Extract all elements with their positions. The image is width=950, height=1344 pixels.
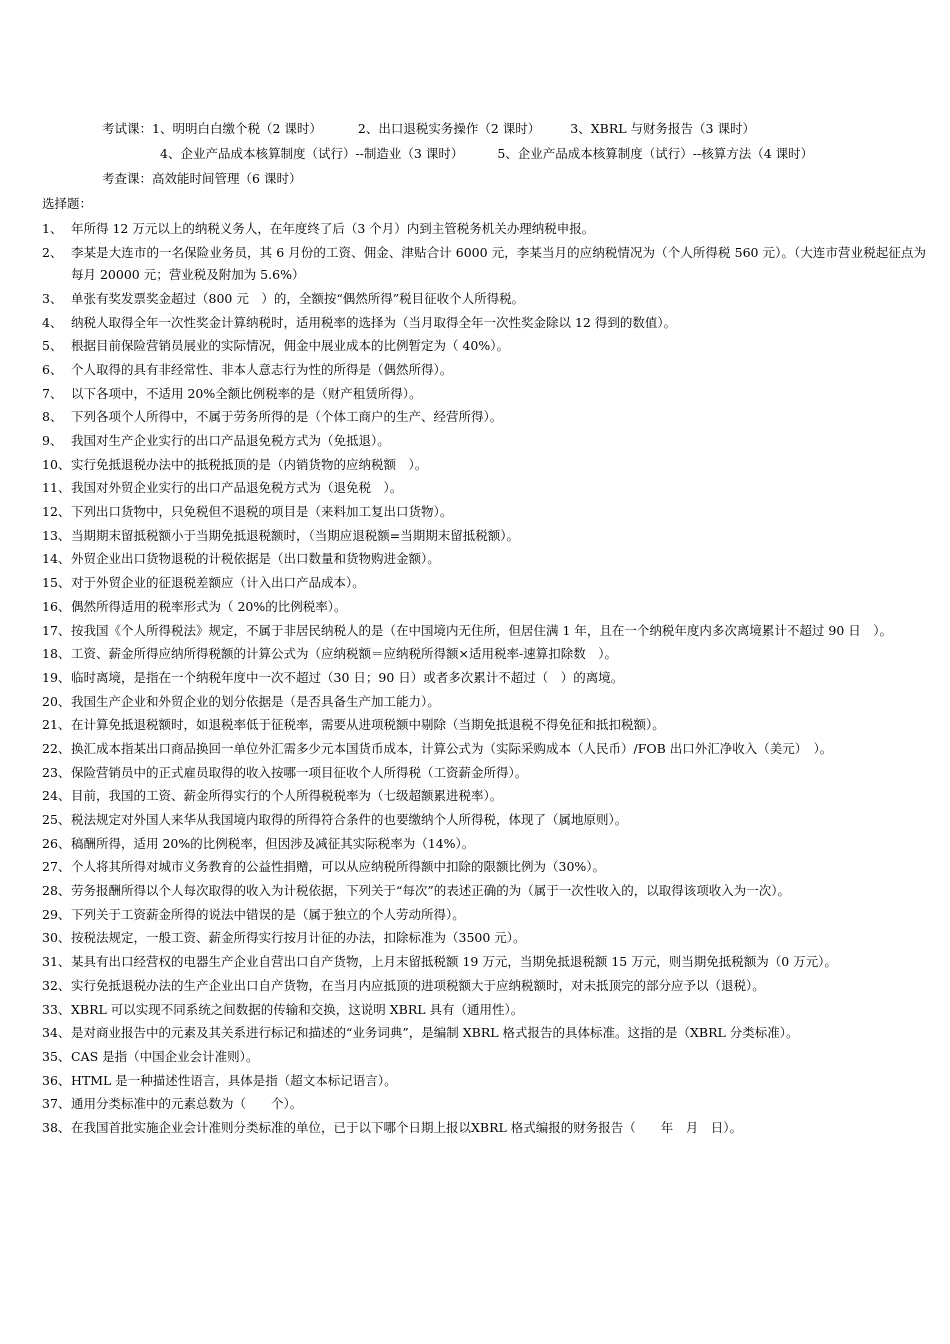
question-text: 换汇成本指某出口商品换回一单位外汇需多少元本国货币成本，计算公式为（实际采购成本（人民币）/FOB 出口外汇净收入（美元） ）。 — [71, 740, 833, 756]
question-text: 某具有出口经营权的电器生产企业自营出口自产货物，上月末留抵税额 19 万元，当期免抵退税额 15 万元，则当期免抵税额为（0 万元）。 — [71, 954, 837, 970]
question-number: 27、 — [42, 859, 71, 875]
check-course-line — [102, 170, 301, 188]
question-number: 11、 — [42, 480, 71, 496]
question-number: 33、 — [42, 1001, 71, 1017]
question-text: 实行免抵退税办法的生产企业出口自产货物，在当月内应抵顶的进项税额大于应纳税额时，对未抵顶完的部分应予以（退税）。 — [71, 977, 765, 993]
question-number: 22、 — [42, 740, 71, 756]
question-number: 25、 — [42, 812, 71, 827]
question-number: 18、 — [42, 646, 71, 662]
question-item — [42, 999, 926, 1022]
question-text: 下列各项个人所得中，不属于劳务所得的是（个体工商户的生产、经营所得）。 — [71, 409, 503, 425]
question-item — [42, 833, 926, 856]
question-number: 29、 — [42, 906, 71, 922]
exam-course-2: 2、出口退税实务操作（2 课时） — [357, 121, 541, 136]
question-text: 个人将其所得对城市义务教育的公益性捐赠，可以从应纳税所得额中扣除的限额比例为（30%）。 — [71, 859, 606, 875]
question-text: 当期期末留抵税额小于当期免抵退税额时，（当期应退税额=当期期末留抵税额）。 — [71, 527, 519, 543]
question-item — [42, 312, 926, 335]
question-number: 12、 — [42, 504, 71, 520]
question-number: 2、 — [42, 244, 63, 260]
question-item — [42, 762, 926, 785]
exam-course-5: 5、企业产品成本核算制度（试行）--核算方法（4 课时） — [497, 146, 814, 161]
question-text: 按我国《个人所得税法》规定，不属于非居民纳税人的是（在中国境内无住所，但居住满 1 年，且在一个纳税年度内多次离境累计不超过 90 日 ）。 — [71, 622, 893, 638]
question-text: 目前，我国的工资、薪金所得实行的个人所得税税率为（七级超额累进税率）。 — [71, 788, 503, 804]
question-text: 对于外贸企业的征退税差额应（计入出口产品成本）。 — [71, 575, 365, 591]
question-number: 19、 — [42, 669, 71, 685]
question-item — [42, 430, 926, 453]
question-item — [42, 501, 926, 524]
question-item — [42, 1070, 926, 1093]
question-number: 26、 — [42, 835, 71, 851]
question-number: 13、 — [42, 527, 71, 543]
question-list — [42, 218, 926, 1141]
check-course: 高效能时间管理（6 课时） — [152, 171, 302, 186]
question-number: 9、 — [42, 433, 63, 448]
question-item — [42, 335, 926, 358]
exam-label: 考试课： — [102, 121, 153, 136]
question-item — [42, 904, 926, 927]
question-item — [42, 785, 926, 808]
question-number: 7、 — [42, 385, 63, 401]
question-item — [42, 643, 926, 666]
question-text: 实行免抵退税办法中的抵税抵顶的是（内销货物的应纳税额 ）。 — [71, 456, 428, 472]
question-number: 8、 — [42, 409, 63, 425]
question-text: 我国生产企业和外贸企业的划分依据是（是否具备生产加工能力）。 — [71, 693, 440, 709]
question-text: 下列关于工资薪金所得的说法中错误的是（属于独立的个人劳动所得）。 — [71, 906, 465, 922]
question-item — [42, 454, 926, 477]
exam-courses-line-1 — [102, 120, 755, 138]
question-text: 按税法规定，一般工资、薪金所得实行按月计征的办法，扣除标准为（3500 元）。 — [71, 930, 526, 946]
question-text: 以下各项中，不适用 20%全额比例税率的是（财产租赁所得）。 — [71, 385, 422, 401]
question-number: 37、 — [42, 1096, 71, 1112]
question-item — [42, 667, 926, 690]
question-number: 38、 — [42, 1119, 71, 1135]
question-text: 劳务报酬所得以个人每次取得的收入为计税依据，下列关于“每次”的表述正确的为（属于一次性收入的，以取得该项收入为一次）。 — [71, 883, 791, 899]
question-text: 年所得 12 万元以上的纳税义务人，在年度终了后（3 个月）内到主管税务机关办理纳税申报。 — [71, 221, 595, 236]
question-number: 20、 — [42, 693, 71, 709]
question-number: 17、 — [42, 622, 71, 638]
question-text: 保险营销员中的正式雇员取得的收入按哪一项目征收个人所得税（工资薪金所得）。 — [71, 764, 528, 780]
question-text: 是对商业报告中的元素及其关系进行标记和描述的“业务词典”，是编制 XBRL 格式报告的具体标准。这指的是（XBRL 分类标准）。 — [71, 1025, 799, 1041]
question-item — [42, 856, 926, 879]
question-text: 我国对生产企业实行的出口产品退免税方式为（免抵退）。 — [71, 433, 390, 448]
question-number: 28、 — [42, 883, 71, 899]
exam-course-4: 4、企业产品成本核算制度（试行）--制造业（3 课时） — [160, 146, 464, 161]
question-number: 16、 — [42, 598, 71, 614]
question-number: 3、 — [42, 290, 63, 306]
question-item — [42, 691, 926, 714]
question-item — [42, 359, 926, 382]
question-number: 23、 — [42, 764, 71, 780]
question-text: 下列出口货物中，只免税但不退税的项目是（来料加工复出口货物）。 — [71, 504, 453, 520]
question-text: 单张有奖发票奖金超过（800 元 ）的，全额按“偶然所得”税目征收个人所得税。 — [71, 290, 525, 306]
question-item — [42, 1046, 926, 1069]
question-text: 税法规定对外国人来华从我国境内取得的所得符合条件的也要缴纳个人所得税，体现了（属地原则）。 — [71, 812, 628, 827]
question-number: 30、 — [42, 930, 71, 946]
question-item — [42, 738, 926, 761]
question-item — [42, 288, 926, 311]
question-item — [42, 927, 926, 950]
question-number: 10、 — [42, 456, 71, 472]
question-item — [42, 1117, 926, 1140]
question-text: 我国对外贸企业实行的出口产品退免税方式为（退免税 ）。 — [71, 480, 403, 496]
question-item — [42, 477, 926, 500]
exam-course-3: 3、XBRL 与财务报告（3 课时） — [570, 121, 755, 136]
question-text: 根据目前保险营销员展业的实际情况，佣金中展业成本的比例暂定为（ 40%）。 — [71, 338, 510, 354]
question-text: 工资、薪金所得应纳所得税额的计算公式为（应纳税额＝应纳税所得额×适用税率-速算扣除数 ）。 — [71, 646, 617, 662]
question-text: 通用分类标准中的元素总数为（ 个）。 — [71, 1096, 303, 1112]
question-item — [42, 1022, 926, 1045]
question-item — [42, 572, 926, 595]
question-text: 李某是大连市的一名保险业务员，其 6 月份的工资、佣金、津贴合计 6000 元，李某当月的应纳税情况为（个人所得税 560 元）。（大连市营业税起征点为每月 20000 元；营业税及附加为 5.6%） — [71, 244, 926, 283]
question-number: 32、 — [42, 977, 71, 993]
check-label: 考查课： — [102, 171, 153, 186]
question-number: 31、 — [42, 954, 71, 970]
question-item — [42, 383, 926, 406]
question-item — [42, 809, 926, 832]
question-item — [42, 406, 926, 429]
question-text: HTML 是一种描述性语言，具体是指（超文本标记语言）。 — [71, 1072, 397, 1088]
question-text: 外贸企业出口货物退税的计税依据是（出口数量和货物购进金额）。 — [71, 551, 440, 567]
question-item — [42, 975, 926, 998]
question-text: 在计算免抵退税额时，如退税率低于征税率，需要从进项税额中剔除（当期免抵退税不得免征和抵扣税额）。 — [71, 717, 665, 733]
question-item — [42, 218, 926, 241]
question-text: 偶然所得适用的税率形式为（ 20%的比例税率）。 — [71, 598, 347, 614]
question-number: 14、 — [42, 551, 71, 567]
question-text: CAS 是指（中国企业会计准则）。 — [71, 1048, 259, 1064]
question-number: 15、 — [42, 575, 71, 591]
question-item — [42, 714, 926, 737]
question-number: 36、 — [42, 1072, 71, 1088]
section-title: 选择题： — [42, 196, 93, 211]
question-number: 4、 — [42, 314, 63, 330]
question-item — [42, 525, 926, 548]
question-number: 34、 — [42, 1025, 71, 1041]
question-number: 21、 — [42, 717, 71, 733]
question-item — [42, 1093, 926, 1116]
question-item — [42, 548, 926, 571]
question-text: 在我国首批实施企业会计准则分类标准的单位，已于以下哪个日期上报以XBRL 格式编报的财务报告（ 年 月 日）。 — [71, 1119, 743, 1135]
question-number: 6、 — [42, 361, 63, 377]
question-text: 临时离境，是指在一个纳税年度中一次不超过（30 日；90 日）或者多次累计不超过（ ）的离境。 — [71, 669, 624, 685]
question-text: 个人取得的具有非经常性、非本人意志行为性的所得是（偶然所得）。 — [71, 361, 453, 377]
question-text: 纳税人取得全年一次性奖金计算纳税时，适用税率的选择为（当月取得全年一次性奖金除以 12 得到的数值）。 — [71, 314, 677, 330]
exam-course-1: 1、明明白白缴个税（2 课时） — [152, 121, 322, 136]
question-item — [42, 620, 926, 643]
question-number: 1、 — [42, 221, 63, 236]
question-text: 稿酬所得，适用 20%的比例税率，但因涉及减征其实际税率为（14%）。 — [71, 835, 475, 851]
question-item — [42, 951, 926, 974]
question-number: 24、 — [42, 788, 71, 804]
question-item — [42, 596, 926, 619]
question-item — [42, 242, 926, 287]
question-number: 35、 — [42, 1048, 71, 1064]
question-number: 5、 — [42, 338, 63, 354]
question-text: XBRL 可以实现不同系统之间数据的传输和交换，这说明 XBRL 具有（通用性）。 — [71, 1001, 524, 1017]
exam-courses-line-2 — [160, 145, 813, 163]
question-item — [42, 880, 926, 903]
